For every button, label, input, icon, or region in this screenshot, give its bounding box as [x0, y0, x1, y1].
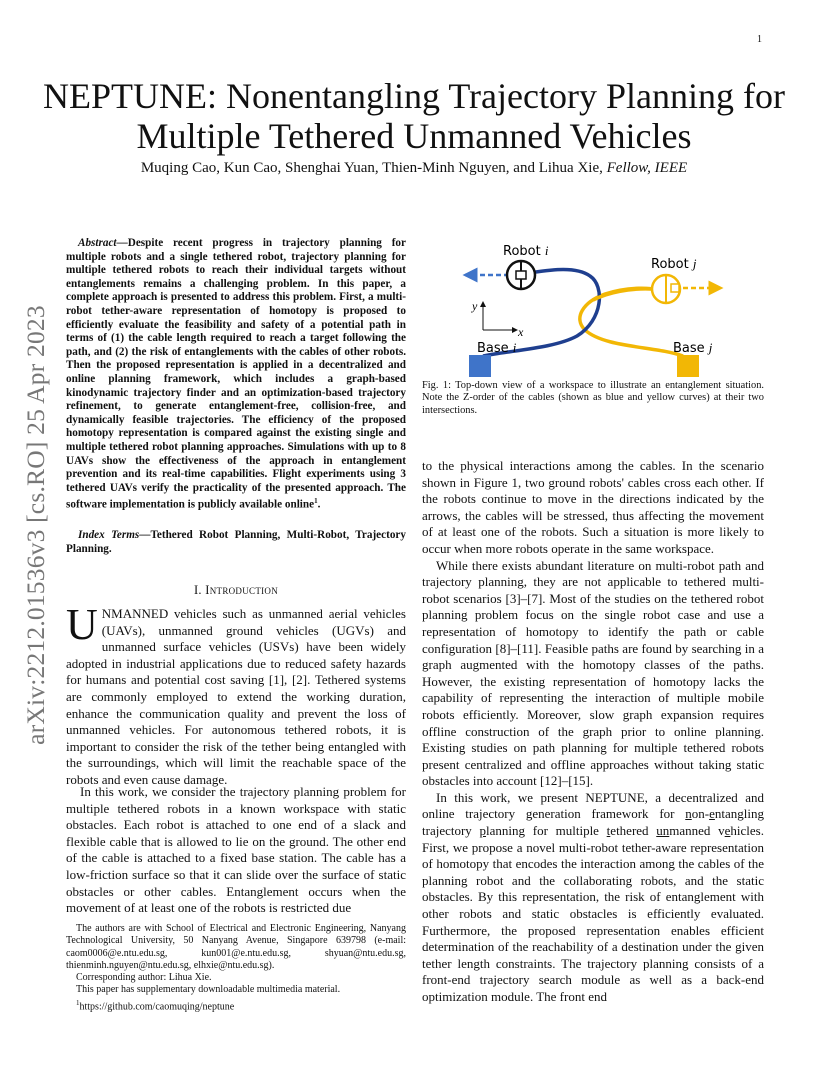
- intro-p1-text: NMANNED vehicles such as unmanned aerial vehicles (UAVs), unmanned ground vehicles (UGVs) and unmanned surface vehicles (USVs) have been widely adopted in industrial applications due to reduced safety hazards for humans and potential cost saving [1], [2]. Tethered systems are commonly employed to extend the working duration, enhance the communication quality and prevent the loss of unmanned vehicles. For autonomous tethered robots, it is important to consider the risk of the tether being entangled with the surroundings, which will limit the reachable space of the robots and even cause damage.: [66, 606, 406, 787]
- right-paragraph-3: In this work, we present NEPTUNE, a decentralized and online trajectory generation framework for non-entangling trajectory planning for multiple tethered unmanned vehicles. First, we propose a novel multi-robot tether-aware representation of homotopy that encodes the interaction among the cables of the planning robot and the collaborating robots, and the static obstacles. By this representation, the risk of entanglement with other robots and static obstacles is efficiently evaluated. Furthermore, the proposed representation enables efficient determination of the reachability of a destination under the given tether length constraints. The trajectory planning consists of a front-end trajectory search module as well as a back-end optimization module. The front end: [422, 789, 764, 1004]
- arxiv-stamp-text: arXiv:2212.01536v3 [cs.RO] 25 Apr 2023: [21, 305, 50, 745]
- base-i: [469, 355, 491, 377]
- index-terms-label: Index Terms: [78, 529, 140, 541]
- page-number: 1: [757, 34, 762, 45]
- footnote-corresponding: Corresponding author: Lihua Xie.: [76, 972, 212, 984]
- abstract: Abstract—Despite recent progress in trajectory planning for multiple robots and a single tethered robot, trajectory planning for multiple tethered robots to reach their individual targets without entanglements remains a challenging problem. In this paper, a complete approach is presented to address this problem. First, a multi-robot tether-aware representation of homotopy is proposed to efficiently evaluate the feasibility and safety of a potential path in terms of (1) the cable length required to reach a target following the path, and (2) the risk of entanglements with the cables of other robots. Then the proposed representation is applied in a decentralized and online planning framework, which includes a graph-based kinodynamic trajectory finder and an optimization-based trajectory refinement, to generate entanglement-free, collision-free, and dynamically feasible trajectories. The efficiency of the proposed homotopy representation is compared against the existing single and multiple tethered robot planning approaches. Simulations with up to 8 UAVs show the effectiveness of the approach in entanglement prevention and its real-time capabilities. Flight experiments using 3 tethered UAVs verify the practicality of the presented approach. The software implementation is publicly available online$^1$.: [66, 237, 406, 512]
- right-paragraph-2: While there exists abundant literature on multi-robot path and trajectory planning, they are not applicable to tethered multi-robot scenarios [3]–[7]. Most of the studies on the tethered robot planning problem focus on the single robot case and use a representation of homotopy to identify the path or cable configuration [8]–[11]. Feasible paths are found by searching in a graph augmented with the homotopy classes of the paths. However, the existing representation of homotopy lacks the capability of representing the interaction of multiple mobile robots efficiently. Moreover, slow graph expansion requires offline construction of the graph prior to online planning. Existing studies on path planning for multiple tethered robots present centralized and offline approaches without taking static obstacles into account [12]–[15].: [422, 557, 764, 789]
- footnote-url-mark: 1: [76, 998, 80, 1007]
- section-heading: [66, 583, 406, 598]
- intro-paragraph-1: [66, 600, 406, 789]
- base-i-label: Base i: [477, 340, 517, 356]
- intro-paragraph-2: In this work, we consider the trajectory planning problem for multiple tethered robots in a known workspace with static obstacles. Each robot is attached to one end of a slack and flexible cable that is allowed to lie on the ground. The other end of the cable is attached to a fixed base station. The cable has a low-friction surface so that it can slide over the surface of static obstacles or other cables. Entanglement occurs when the movement of at least one of the robots is restricted due: [66, 784, 406, 916]
- base-j: [677, 355, 699, 377]
- title-line-2: Multiple Tethered Unmanned Vehicles: [136, 116, 692, 156]
- abstract-text: —Despite recent progress in trajectory planning for multiple robots and a single tethered robot, trajectory planning for multiple tethered robots to reach their individual targets without entanglements remains a challenging problem. In this paper, a complete approach is presented to address this problem. First, a multi-robot tether-aware representation of homotopy is proposed to efficiently evaluate the feasibility and safety of a potential path in terms of (1) the cable length required to reach a target following the path, and (2) the risk of entanglements with the cables of other robots. Then the proposed representation is applied in a decentralized and online planning framework, which includes a graph-based kinodynamic trajectory finder and an optimization-based trajectory refinement, to generate entanglement-free, collision-free, and dynamically feasible trajectories. The efficiency of the proposed homotopy representation is compared against the existing single and multiple tethered robot planning approaches. Simulations with up to 8 UAVs show the effectiveness of the approach in entanglement prevention and its real-time capabilities. Flight experiments using 3 tethered UAVs verify the practicality of the presented approach. The software implementation is publicly available online: [66, 237, 406, 512]
- footnote-supplementary: This paper has supplementary downloadable multimedia material.: [76, 984, 341, 996]
- abstract-footnote-mark: 1: [314, 497, 318, 506]
- right-paragraph-1: to the physical interactions among the cables. In the scenario shown in Figure 1, two ground robots' cables cross each other. If the robots continue to move in the directions indicated by the arrows, the cables will be stressed, thus affecting the movement of at least one of the robots. Such a situation is more likely to occur when more robots operate in the same workspace.: [422, 458, 764, 556]
- footnote-affiliation: The authors are with School of Electrical and Electronic Engineering, Nanyang Technological University, 50 Nanyang Avenue, Singapore 639798 (e-mail: caom0006@e.ntu.edu.sg, kun001@e.ntu.edu.sg, shyuan@ntu.edu.sg, thienminh.nguyen@ntu.edu.sg, elhxie@ntu.edu.sg).: [66, 923, 406, 971]
- paper-title: [40, 76, 788, 156]
- index-terms-text: —Tethered Robot Planning, Multi-Robot, Trajectory Planning.: [66, 529, 406, 555]
- figure-1: [455, 238, 765, 378]
- section-heading-text: I. Introduction: [193, 583, 279, 597]
- drop-cap: U: [66, 600, 98, 649]
- robot-j-label: Robot j: [651, 256, 697, 272]
- figure-caption: Fig. 1: Top-down view of a workspace to illustrate an entanglement situation. Note the Z-order of the cables (shown as blue and yellow curves) at their two intersections.: [422, 380, 764, 416]
- base-j-label: Base j: [673, 340, 713, 356]
- title-line-1: NEPTUNE: Nonentangling Trajectory Planning for: [43, 76, 785, 116]
- footnotes: [66, 923, 406, 1013]
- index-terms: [66, 529, 406, 556]
- axis-y-label: y: [472, 299, 478, 313]
- footnote-url[interactable]: https://github.com/caomuqing/neptune: [79, 1001, 235, 1013]
- authors-names: Muqing Cao, Kun Cao, Shenghai Yuan, Thien-Minh Nguyen, and Lihua Xie,: [140, 160, 603, 176]
- figure-1-diagram: [455, 238, 765, 378]
- author-list: [40, 158, 788, 178]
- authors-suffix: Fellow, IEEE: [606, 160, 688, 176]
- robot-i-label: Robot i: [503, 243, 549, 259]
- abstract-label: Abstract: [78, 237, 117, 249]
- footnote-url-line: [66, 997, 406, 1014]
- right-column: [422, 458, 764, 1006]
- axis-x-label: x: [518, 325, 524, 339]
